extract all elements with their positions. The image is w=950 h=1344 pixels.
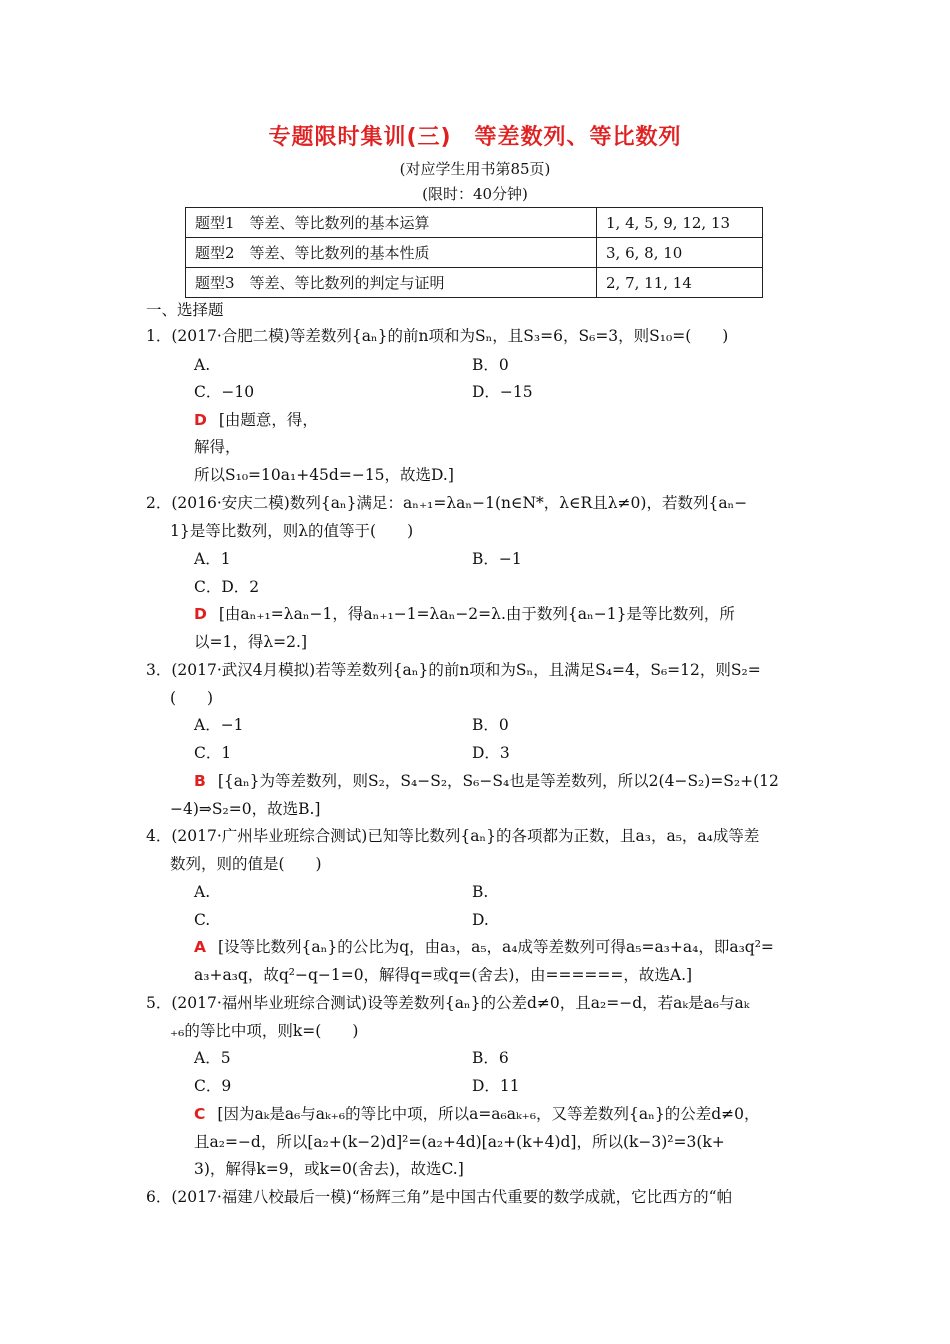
table-row [186, 208, 763, 238]
question-stem: ₊₆的等比中项，则k=( ) [170, 1022, 359, 1040]
option: B．−1 [472, 550, 522, 568]
question-stem: 4．(2017·广州毕业班综合测试)已知等比数列{aₙ}的各项都为正数，且a₃，a₅，a₄成等差 [146, 827, 760, 845]
question-stem: 1．(2017·合肥二模)等差数列{aₙ}的前n项和为Sₙ，且S₃=6，S₆=3，则S₁₀=( ) [146, 327, 729, 345]
type-cell: 题型1 等差、等比数列的基本运算 [186, 208, 597, 238]
option: D. [472, 911, 489, 929]
option: D．11 [472, 1077, 520, 1095]
option: B．0 [472, 716, 509, 734]
reference-note: (对应学生用书第85页) [399, 160, 551, 178]
solution-line: 且a₂=−d，所以[a₂+(k−2)d]²=(a₂+4d)[a₂+(k+4)d]，所以(k−3)²=3(k+ [194, 1133, 725, 1151]
question-stem: 数列，则的值是( ) [170, 855, 322, 873]
time-limit: (限时：40分钟) [422, 185, 528, 203]
answer-letter: A [194, 938, 206, 956]
option: D．−15 [472, 383, 533, 401]
type-cell: 题型3 等差、等比数列的判定与证明 [186, 268, 597, 298]
solution-line: 所以S₁₀=10a₁+45d=−15，故选D.] [194, 466, 454, 484]
answer-letter: B [194, 772, 206, 790]
solution-line: −4)⇒S₂=0，故选B.] [170, 800, 321, 818]
option: C．9 [194, 1077, 232, 1095]
option: C. [194, 911, 211, 929]
option: C．−10 [194, 383, 255, 401]
solution-line: D [由aₙ₊₁=λaₙ−1，得aₙ₊₁−1=λaₙ−2=λ.由于数列{aₙ−1}是等比数列，所 [194, 605, 735, 623]
solution-line: C [因为aₖ是a₆与aₖ₊₆的等比中项，所以a=a₆aₖ₊₆，又等差数列{aₙ}的公差d≠0， [194, 1105, 760, 1123]
option: B．0 [472, 356, 509, 374]
option: B．6 [472, 1049, 509, 1067]
items-cell: 2, 7, 11, 14 [597, 268, 763, 298]
table-row [186, 268, 763, 298]
solution-line: B [{aₙ}为等差数列，则S₂，S₄−S₂，S₆−S₄也是等差数列，所以2(4−S₂)=S₂+(12 [194, 772, 779, 790]
type-cell: 题型2 等差、等比数列的基本性质 [186, 238, 597, 268]
question-stem: 2．(2016·安庆二模)数列{aₙ}满足：aₙ₊₁=λaₙ−1(n∈N*，λ∈R且λ≠0)，若数列{aₙ− [146, 494, 748, 512]
answer-letter: D [194, 411, 207, 429]
page-title: 专题限时集训(三) 等差数列、等比数列 [268, 125, 682, 150]
answer-letter: C [194, 1105, 206, 1123]
option: A．1 [194, 550, 231, 568]
solution-line: 解得， [194, 438, 241, 456]
question-stem: 6．(2017·福建八校最后一模)“杨辉三角”是中国古代重要的数学成就，它比西方的“帕 [146, 1188, 733, 1206]
option: C．D．2 [194, 578, 260, 596]
option: A. [194, 883, 211, 901]
items-cell: 3, 6, 8, 10 [597, 238, 763, 268]
option: A．−1 [194, 716, 244, 734]
table-row [186, 238, 763, 268]
answer-letter: D [194, 605, 207, 623]
solution-line: D [由题意，得， [194, 411, 318, 429]
solution-line: 以=1，得λ=2.] [194, 633, 307, 651]
option: D．3 [472, 744, 510, 762]
solution-line: 3)，解得k=9，或k=0(舍去)，故选C.] [194, 1160, 464, 1178]
section-heading: 一、选择题 [146, 301, 224, 319]
question-type-table [185, 207, 763, 298]
question-stem: 5．(2017·福州毕业班综合测试)设等差数列{aₙ}的公差d≠0，且a₂=−d，若aₖ是a₆与aₖ [146, 994, 750, 1012]
solution-line: A [设等比数列{aₙ}的公比为q，由a₃，a₅，a₄成等差数列可得a₅=a₃+a₄，即a₃q²= [194, 938, 774, 956]
option: B. [472, 883, 489, 901]
option: A. [194, 356, 211, 374]
question-stem: 3．(2017·武汉4月模拟)若等差数列{aₙ}的前n项和为Sₙ，且满足S₄=4，S₆=12，则S₂= [146, 661, 761, 679]
option: C．1 [194, 744, 232, 762]
question-stem: ( ) [170, 689, 214, 707]
solution-line: a₃+a₃q，故q²−q−1=0，解得q=或q=(舍去)，由======，故选A.] [194, 966, 693, 984]
option: A．5 [194, 1049, 231, 1067]
question-stem: 1}是等比数列，则λ的值等于( ) [170, 522, 414, 540]
items-cell: 1, 4, 5, 9, 12, 13 [597, 208, 763, 238]
